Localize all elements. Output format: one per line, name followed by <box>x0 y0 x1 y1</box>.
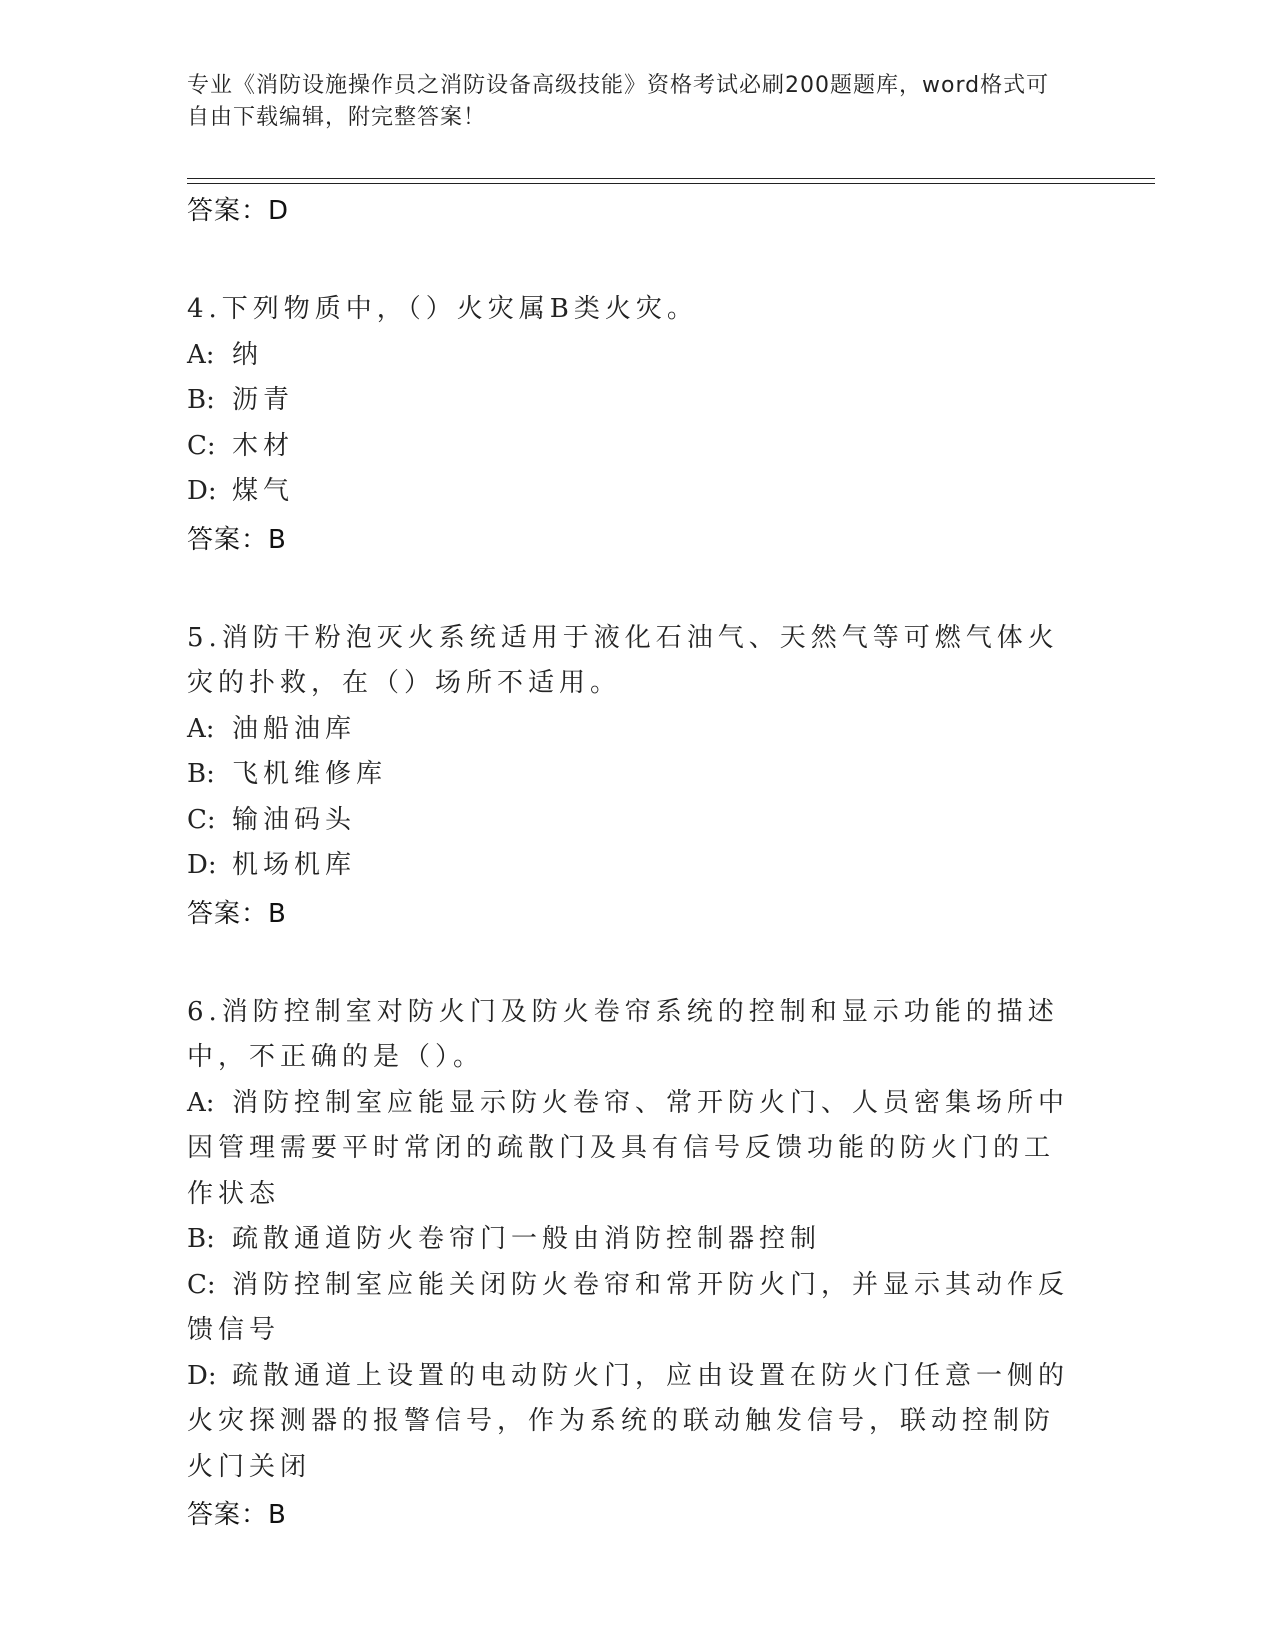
answer-line: 答案：B <box>187 1500 287 1530</box>
option-line <box>187 1263 1077 1354</box>
option-letter: B: <box>187 1224 215 1254</box>
document-body <box>187 186 1077 1543</box>
option-text: 输油码头 <box>232 804 357 835</box>
option-letter: A: <box>187 713 215 744</box>
option-line <box>187 424 1077 470</box>
header-divider <box>187 178 1155 184</box>
option-text: 木材 <box>232 430 295 461</box>
option-line <box>187 707 1077 753</box>
answer-line: 答案：B <box>187 524 287 555</box>
question-text: 6.消防控制室对防火门及防火卷帘系统的控制和显示功能的描述中，不正确的是（）。 <box>187 996 1059 1072</box>
spacer <box>187 239 1077 287</box>
option-letter: D: <box>187 850 217 880</box>
option-letter: D: <box>187 476 217 506</box>
option-text: 油船油库 <box>232 713 357 744</box>
option-letter: C: <box>187 430 216 461</box>
question-text: 5.消防干粉泡灭火系统适用于液化石油气、天然气等可燃气体火灾的扑救，在（）场所不适用。 <box>187 622 1059 698</box>
question-block <box>187 616 1077 942</box>
option-line <box>187 843 1077 889</box>
option-line <box>187 378 1077 424</box>
option-text: 疏散通道防火卷帘门一般由消防控制器控制 <box>232 1224 822 1254</box>
option-letter: C: <box>187 1269 216 1300</box>
option-line <box>187 333 1077 379</box>
question-block <box>187 287 1077 568</box>
option-letter: A: <box>187 339 215 370</box>
option-line <box>187 469 1077 515</box>
option-line <box>187 1081 1077 1218</box>
option-line <box>187 752 1077 798</box>
answer-line: 答案：B <box>187 898 287 929</box>
spacer <box>187 942 1077 990</box>
option-line <box>187 798 1077 844</box>
option-text: 消防控制室应能关闭防火卷帘和常开防火门，并显示其动作反馈信号 <box>187 1269 1070 1345</box>
option-letter: B: <box>187 385 215 415</box>
page-header: 专业《消防设施操作员之消防设备高级技能》资格考试必刷200题题库，word格式可自由下载编辑，附完整答案！ <box>187 73 1050 130</box>
option-text: 飞机维修库 <box>232 759 388 789</box>
option-text: 煤气 <box>232 476 295 506</box>
option-letter: B: <box>187 759 215 789</box>
option-letter: A: <box>187 1087 215 1118</box>
option-text: 纳 <box>232 339 264 370</box>
option-text: 消防控制室应能显示防火卷帘、常开防火门、人员密集场所中因管理需要平时常闭的疏散门及具有信号反馈功能的防火门的工作状态 <box>187 1087 1070 1209</box>
spacer <box>187 568 1077 616</box>
option-line <box>187 1217 1077 1263</box>
question-block <box>187 990 1077 1544</box>
option-text: 沥青 <box>232 385 295 415</box>
question-text: 4.下列物质中，（）火灾属B类火灾。 <box>187 294 698 324</box>
option-line <box>187 1354 1077 1491</box>
answer-line: 答案：D <box>187 196 290 226</box>
option-letter: D: <box>187 1360 217 1391</box>
option-text: 疏散通道上设置的电动防火门，应由设置在防火门任意一侧的火灾探测器的报警信号，作为系统的联动触发信号，联动控制防火门关闭 <box>187 1360 1070 1482</box>
option-text: 机场机库 <box>232 850 357 880</box>
option-letter: C: <box>187 804 216 835</box>
